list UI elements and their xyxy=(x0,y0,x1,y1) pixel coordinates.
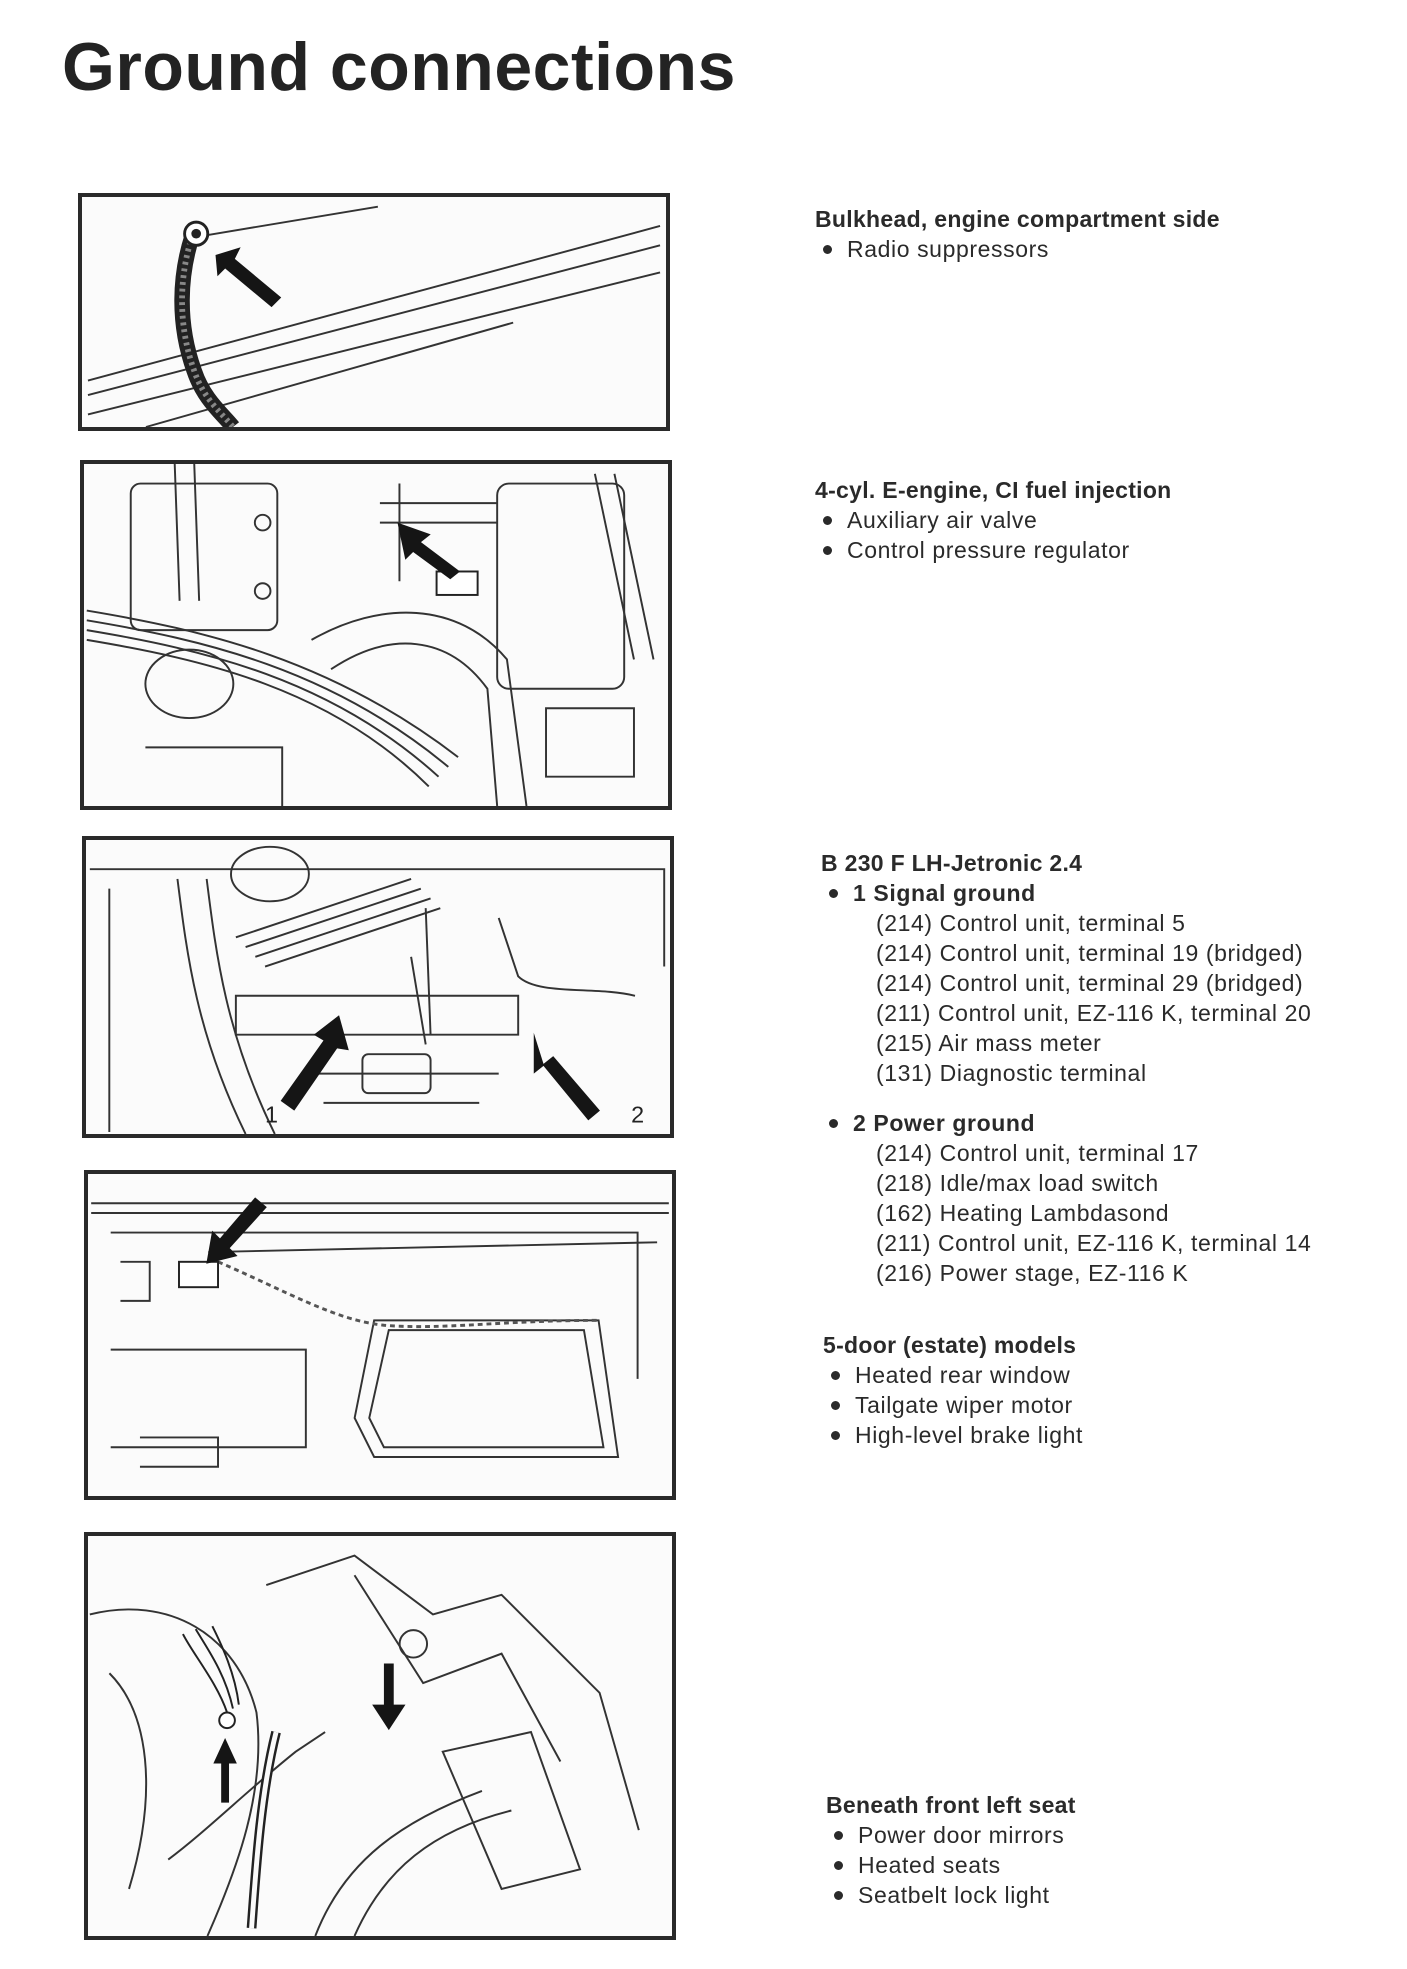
list-item: (214) Control unit, terminal 29 (bridged) xyxy=(876,970,1304,996)
arrow-icon xyxy=(216,247,282,307)
bulkhead-illustration xyxy=(82,197,666,427)
list-item: (131) Diagnostic terminal xyxy=(876,1060,1147,1086)
figure-label-2: 2 xyxy=(631,1101,645,1128)
section-engine-ci xyxy=(815,475,1172,565)
list-item: (214) Control unit, terminal 5 xyxy=(876,910,1186,936)
arrow-icon xyxy=(213,1738,237,1803)
list-item: (211) Control unit, EZ-116 K, terminal 20 xyxy=(876,1000,1312,1026)
engine-ci-illustration xyxy=(84,464,668,806)
list-item: Power door mirrors xyxy=(826,1820,1076,1850)
arrow-icon xyxy=(397,523,460,580)
lh-jetronic-illustration xyxy=(86,840,670,1134)
arrow-icon xyxy=(206,1197,266,1263)
list-item: (218) Idle/max load switch xyxy=(876,1170,1159,1196)
list-item: Auxiliary air valve xyxy=(815,505,1172,535)
section-title: B 230 F LH-Jetronic 2.4 xyxy=(821,850,1083,876)
list-item: High-level brake light xyxy=(823,1420,1083,1450)
figure-bulkhead xyxy=(78,193,670,431)
section-bulkhead xyxy=(815,204,1220,264)
estate-illustration xyxy=(88,1174,672,1496)
beneath-seat-illustration xyxy=(88,1536,672,1936)
section-title: Beneath front left seat xyxy=(826,1792,1076,1818)
section-title: 4-cyl. E-engine, CI fuel injection xyxy=(815,477,1172,503)
figure-beneath-seat xyxy=(84,1532,676,1940)
section-beneath-seat xyxy=(826,1790,1076,1910)
signal-ground-label: 1 Signal ground xyxy=(821,878,1311,908)
power-ground-label: 2 Power ground xyxy=(821,1108,1311,1138)
list-item: Tailgate wiper motor xyxy=(823,1390,1083,1420)
list-item: (215) Air mass meter xyxy=(876,1030,1102,1056)
list-item: Seatbelt lock light xyxy=(826,1880,1076,1910)
list-item: (214) Control unit, terminal 19 (bridged) xyxy=(876,940,1304,966)
list-item: Heated seats xyxy=(826,1850,1076,1880)
arrow-icon xyxy=(534,1033,600,1121)
list-item: (211) Control unit, EZ-116 K, terminal 14 xyxy=(876,1230,1312,1256)
page-title: Ground connections xyxy=(62,29,736,105)
section-lh-jetronic xyxy=(821,848,1311,1288)
section-estate xyxy=(823,1330,1083,1450)
list-item: (214) Control unit, terminal 17 xyxy=(876,1140,1199,1166)
list-item: Control pressure regulator xyxy=(815,535,1172,565)
list-item: Heated rear window xyxy=(823,1360,1083,1390)
figure-label-1: 1 xyxy=(265,1101,279,1128)
section-title: 5-door (estate) models xyxy=(823,1332,1077,1358)
figure-engine-ci xyxy=(80,460,672,810)
figure-estate xyxy=(84,1170,676,1500)
figure-lh-jetronic xyxy=(82,836,674,1138)
list-item: (216) Power stage, EZ-116 K xyxy=(876,1260,1189,1286)
section-title: Bulkhead, engine compartment side xyxy=(815,206,1220,232)
arrow-icon xyxy=(281,1015,349,1110)
list-item: (162) Heating Lambdasond xyxy=(876,1200,1170,1226)
arrow-icon xyxy=(372,1663,405,1730)
list-item: Radio suppressors xyxy=(815,234,1220,264)
